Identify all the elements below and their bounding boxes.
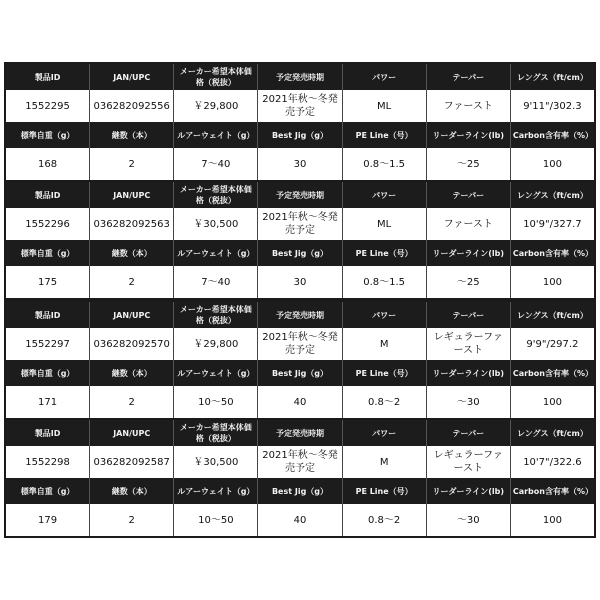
price-header: メーカー希望本体価格（税抜） [173,302,257,328]
leader-line-cell: ～30 [426,386,510,418]
pe-line-cell: 0.8～2 [342,504,426,536]
lure-weight-cell: 7～40 [173,148,257,180]
spec-header-row [6,182,594,208]
jan-upc-header: JAN/UPC [89,182,173,208]
spec-value-row [6,90,594,122]
release-date-cell: 2021年秋～冬発売予定 [257,446,341,478]
best-jig-header: Best Jig（g） [257,122,341,148]
product-id-cell: 1552295 [6,90,89,122]
best-jig-cell: 30 [257,266,341,298]
pe-line-cell: 0.8～2 [342,386,426,418]
jan-upc-header: JAN/UPC [89,64,173,90]
power-header: パワー [342,302,426,328]
length-header: レングス（ft/cm） [510,64,594,90]
weight-header: 標準自重（g） [6,240,89,266]
carbon-content-cell: 100 [510,504,594,536]
weight-cell: 175 [6,266,89,298]
product-spec-table [4,62,596,182]
product-spec-table [4,300,596,420]
carbon-content-header: Carbon含有率（%） [510,478,594,504]
leader-line-header: リーダーライン(lb) [426,478,510,504]
price-header: メーカー希望本体価格（税抜） [173,420,257,446]
spec-value-row [6,504,594,536]
spec-value-row [6,148,594,180]
product-id-header: 製品ID [6,420,89,446]
carbon-content-header: Carbon含有率（%） [510,360,594,386]
taper-cell: レギュラーファースト [426,446,510,478]
spec-value-row [6,266,594,298]
power-header: パワー [342,64,426,90]
length-header: レングス（ft/cm） [510,420,594,446]
best-jig-header: Best Jig（g） [257,360,341,386]
product-id-cell: 1552296 [6,208,89,240]
weight-header: 標準自重（g） [6,360,89,386]
sections-header: 継数（本） [89,360,173,386]
release-date-header: 予定発売時期 [257,182,341,208]
pe-line-header: PE Line（号） [342,240,426,266]
pe-line-header: PE Line（号） [342,122,426,148]
jan-upc-cell: 036282092570 [89,328,173,360]
product-spec-table [4,418,596,538]
lure-weight-header: ルアーウェイト（g） [173,478,257,504]
spec-header-row [6,420,594,446]
pe-line-header: PE Line（号） [342,360,426,386]
pe-line-header: PE Line（号） [342,478,426,504]
price-cell: ￥30,500 [173,446,257,478]
length-cell: 10'7"/322.6 [510,446,594,478]
power-cell: M [342,446,426,478]
spec-header-row [6,122,594,148]
weight-cell: 171 [6,386,89,418]
taper-header: テーパー [426,182,510,208]
release-date-cell: 2021年秋～冬発売予定 [257,208,341,240]
best-jig-cell: 30 [257,148,341,180]
taper-cell: ファースト [426,208,510,240]
sections-cell: 2 [89,266,173,298]
power-header: パワー [342,182,426,208]
price-cell: ￥29,800 [173,90,257,122]
taper-header: テーパー [426,64,510,90]
length-header: レングス（ft/cm） [510,182,594,208]
price-header: メーカー希望本体価格（税抜） [173,64,257,90]
price-header: メーカー希望本体価格（税抜） [173,182,257,208]
length-cell: 10'9"/327.7 [510,208,594,240]
product-id-header: 製品ID [6,64,89,90]
release-date-cell: 2021年秋～冬発売予定 [257,90,341,122]
sections-cell: 2 [89,386,173,418]
release-date-header: 予定発売時期 [257,64,341,90]
weight-cell: 168 [6,148,89,180]
weight-header: 標準自重（g） [6,122,89,148]
lure-weight-cell: 10～50 [173,386,257,418]
taper-header: テーパー [426,420,510,446]
power-cell: ML [342,208,426,240]
length-cell: 9'11"/302.3 [510,90,594,122]
length-cell: 9'9"/297.2 [510,328,594,360]
product-id-cell: 1552297 [6,328,89,360]
jan-upc-cell: 036282092556 [89,90,173,122]
length-header: レングス（ft/cm） [510,302,594,328]
leader-line-cell: ～25 [426,266,510,298]
release-date-header: 予定発売時期 [257,302,341,328]
weight-header: 標準自重（g） [6,478,89,504]
spec-header-row [6,478,594,504]
spec-header-row [6,360,594,386]
carbon-content-cell: 100 [510,266,594,298]
power-cell: ML [342,90,426,122]
sections-header: 継数（本） [89,478,173,504]
spec-header-row [6,302,594,328]
lure-weight-cell: 10～50 [173,504,257,536]
lure-weight-cell: 7～40 [173,266,257,298]
spec-header-row [6,240,594,266]
best-jig-cell: 40 [257,504,341,536]
taper-cell: レギュラーファースト [426,328,510,360]
lure-weight-header: ルアーウェイト（g） [173,122,257,148]
best-jig-header: Best Jig（g） [257,240,341,266]
price-cell: ￥29,800 [173,328,257,360]
taper-header: テーパー [426,302,510,328]
spec-value-row [6,446,594,478]
price-cell: ￥30,500 [173,208,257,240]
carbon-content-header: Carbon含有率（%） [510,122,594,148]
product-spec-table [4,180,596,300]
lure-weight-header: ルアーウェイト（g） [173,240,257,266]
lure-weight-header: ルアーウェイト（g） [173,360,257,386]
carbon-content-cell: 100 [510,148,594,180]
leader-line-cell: ～30 [426,504,510,536]
product-id-header: 製品ID [6,302,89,328]
leader-line-cell: ～25 [426,148,510,180]
sections-header: 継数（本） [89,122,173,148]
sections-cell: 2 [89,504,173,536]
weight-cell: 179 [6,504,89,536]
product-id-cell: 1552298 [6,446,89,478]
best-jig-header: Best Jig（g） [257,478,341,504]
taper-cell: ファースト [426,90,510,122]
spec-value-row [6,386,594,418]
leader-line-header: リーダーライン(lb) [426,360,510,386]
jan-upc-cell: 036282092563 [89,208,173,240]
jan-upc-header: JAN/UPC [89,420,173,446]
release-date-cell: 2021年秋～冬発売予定 [257,328,341,360]
leader-line-header: リーダーライン(lb) [426,240,510,266]
power-header: パワー [342,420,426,446]
sections-cell: 2 [89,148,173,180]
release-date-header: 予定発売時期 [257,420,341,446]
best-jig-cell: 40 [257,386,341,418]
sections-header: 継数（本） [89,240,173,266]
spec-value-row [6,208,594,240]
product-id-header: 製品ID [6,182,89,208]
carbon-content-cell: 100 [510,386,594,418]
power-cell: M [342,328,426,360]
pe-line-cell: 0.8～1.5 [342,148,426,180]
jan-upc-header: JAN/UPC [89,302,173,328]
spec-value-row [6,328,594,360]
jan-upc-cell: 036282092587 [89,446,173,478]
pe-line-cell: 0.8～1.5 [342,266,426,298]
spec-header-row [6,64,594,90]
carbon-content-header: Carbon含有率（%） [510,240,594,266]
leader-line-header: リーダーライン(lb) [426,122,510,148]
